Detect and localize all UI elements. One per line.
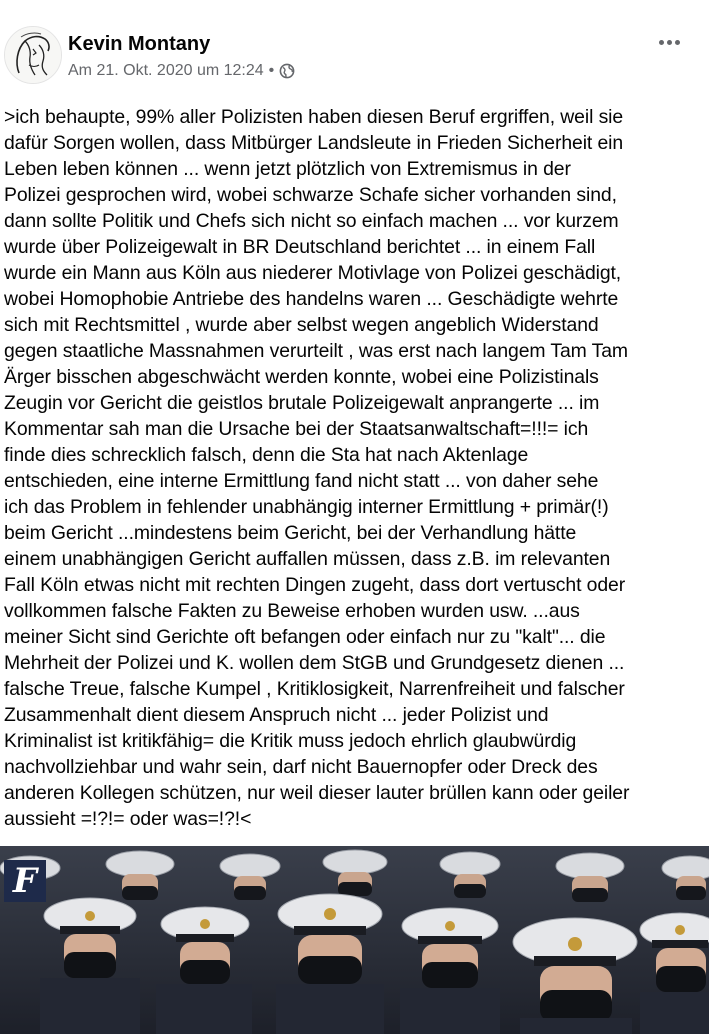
post-meta [68, 62, 295, 80]
post-text: >ich behaupte, 99% aller Polizisten haben diesen Beruf ergriffen, weil sie dafür Sorgen wollen, dass Mitbürger Landsleute in Frieden Sicherheit ein Leben leben können ... wenn jetzt plötzlich von Extremismus in der Polizei gesprochen wird, wobei schwarze Schafe sicher vorhanden sind, dann sollte Politik und Chefs sich nicht so einfach machen ... vor kurzem wurde über Polizeigewalt in BR Deutschland berichtet ... in einem Fall wurde ein Mann aus Köln aus niederer Motivlage von Polizei geschädigt, wobei Homophobie Antriebe des handelns waren ... Geschädigte wehrte sich mit Rechtsmittel , wurde aber selbst wegen angeblich Widerstand gegen staatliche Massnahmen verurteilt , was erst nach langem Tam Tam Ärger bisschen abgeschwächt werden konnte, wobei eine Polizistinals Zeugin vor Gericht die geistlos brutale Polizeigewalt anprangerte ... im Kommentar sah man die Ursache bei der Staatsanwaltschaft=!!!= ich finde dies schrecklich falsch, denn die Sta hat nach Aktenlage entschieden, eine interne Ermittlung fand nicht statt ... von daher sehe ich das Problem in fehlender unabhängig interner Ermittlung + primär(!) beim Gericht ...mindestens beim Gericht, bei der Verhandlung hätte einem unabhängigen Gericht auffallen müssen, dass z.B. im relevanten Fall Köln etwas nicht mit rechten Dingen zugeht, dass dort vertuscht oder vollkommen falsche Fakten zu Beweise erhoben wurden usw. ...aus meiner Sicht sind Gerichte oft befangen oder einfach nur zu "kalt"... die Mehrheit der Polizei und K. wollen dem StGB und Grundgesetz dienen ... falsche Treue, falsche Kumpel , Kritiklosigkeit, Narrenfreiheit und falscher Zusammenhalt dient diesem Anspruch nicht ... jeder Polizist und Kriminalist ist kritikfähig= die Kritik muss jedoch ehrlich glaubwürdig nachvollziehbar und wahr sein, darf nicht Bauernopfer oder Dreck des anderen Kollegen schützen, nur weil dieser lauter brüllen kann oder geiler aussieht =!?!= oder was=!?!< [4, 106, 630, 830]
faz-logo: F [4, 860, 46, 902]
more-options-icon [675, 40, 680, 45]
more-options-button[interactable] [652, 30, 686, 54]
globe-icon[interactable] [279, 63, 295, 79]
post-header [0, 0, 709, 100]
post-timestamp[interactable]: Am 21. Okt. 2020 um 12:24 [68, 62, 264, 79]
avatar-sketch-icon [5, 27, 61, 83]
post-image[interactable] [0, 846, 709, 1034]
meta-separator: • [268, 62, 275, 79]
more-options-icon [659, 40, 664, 45]
more-options-icon [667, 40, 672, 45]
avatar[interactable] [4, 26, 62, 84]
author-name[interactable]: Kevin Montany [68, 33, 211, 55]
police-officers-photo [0, 846, 709, 1034]
